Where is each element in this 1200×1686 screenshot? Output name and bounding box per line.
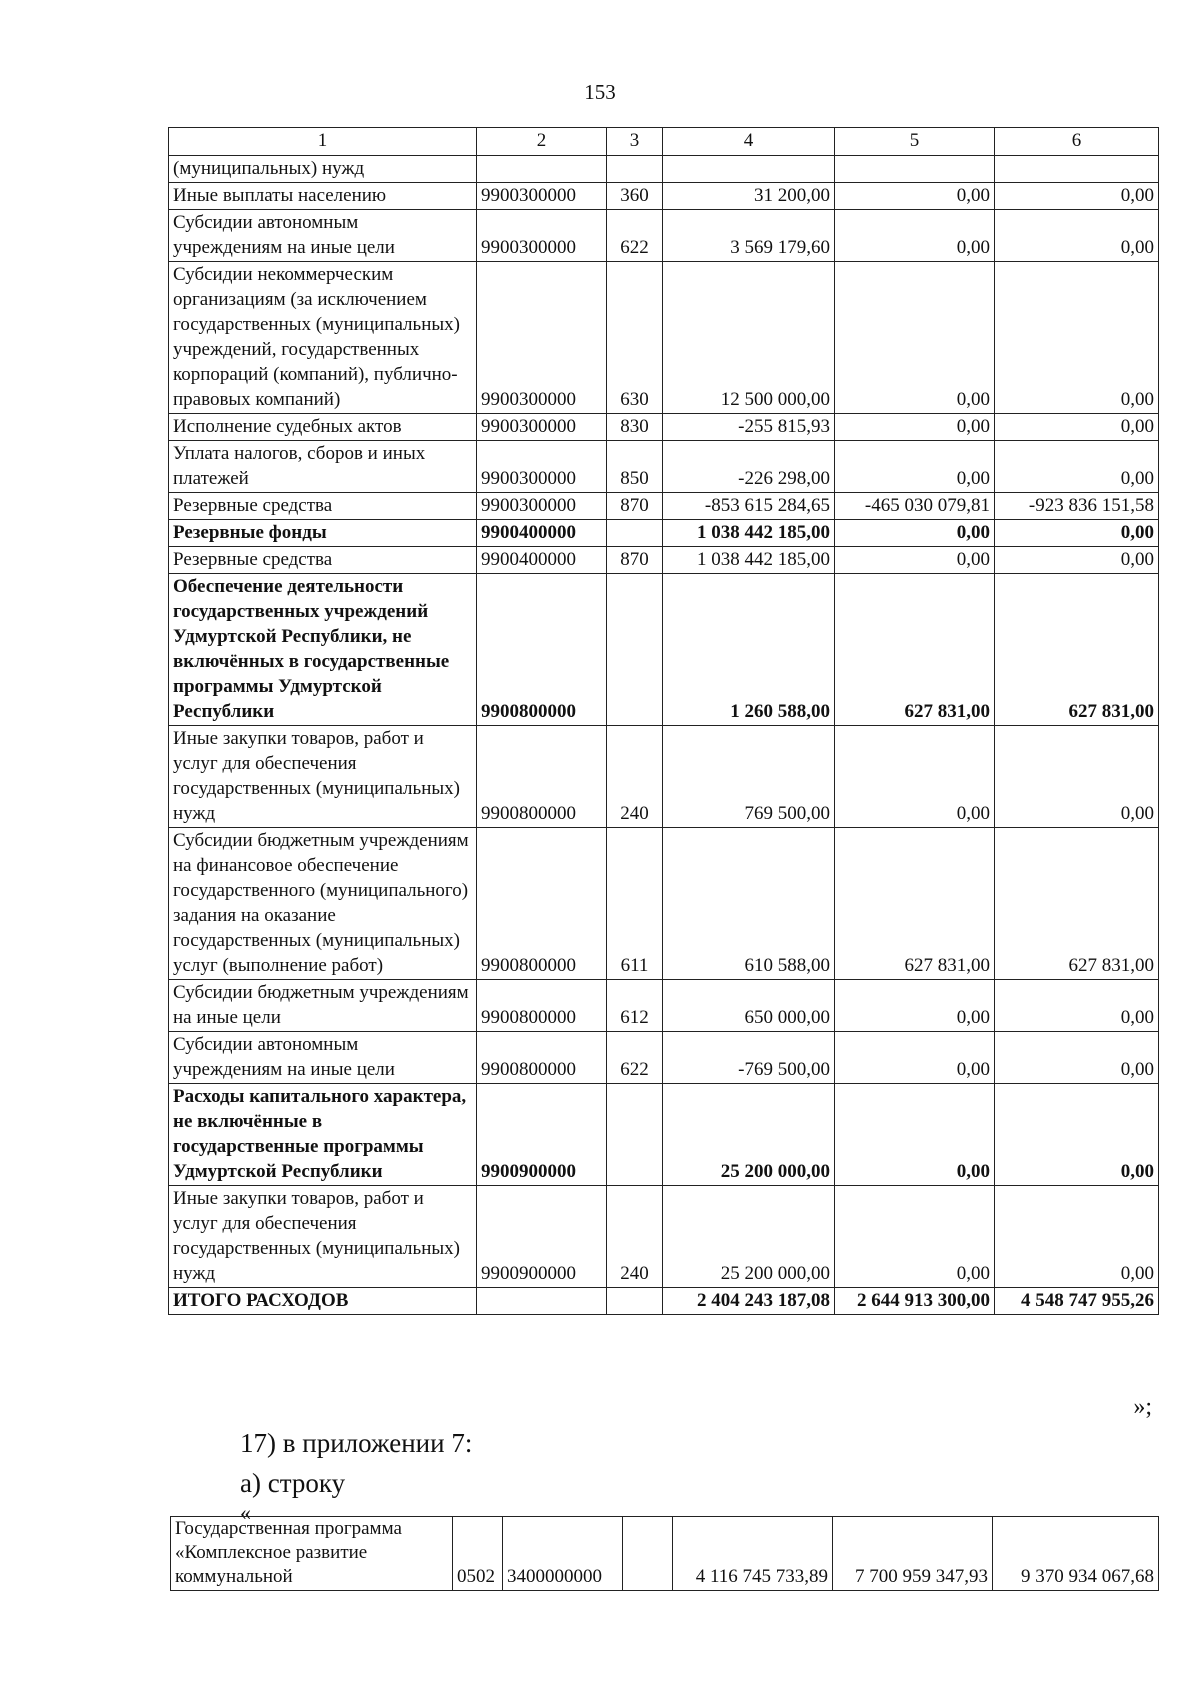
expense-type bbox=[607, 574, 663, 726]
amount-col4: 25 200 000,00 bbox=[663, 1084, 835, 1186]
amount-col4: 610 588,00 bbox=[663, 828, 835, 980]
row-name: Резервные средства bbox=[169, 493, 477, 520]
table-row bbox=[169, 1186, 1159, 1288]
amount-col4 bbox=[663, 156, 835, 183]
table-row bbox=[169, 520, 1159, 547]
row-name: Субсидии автономным учреждениям на иные цели bbox=[169, 1032, 477, 1084]
table-row bbox=[169, 574, 1159, 726]
target-code bbox=[477, 1288, 607, 1315]
row-name: Резервные фонды bbox=[169, 520, 477, 547]
target-code: 9900900000 bbox=[477, 1186, 607, 1288]
amount-col4: -226 298,00 bbox=[663, 441, 835, 493]
table-row bbox=[169, 493, 1159, 520]
paragraph-line-item: а) строку bbox=[240, 1468, 346, 1498]
opening-quote: « bbox=[240, 1500, 251, 1525]
column-header: 2 bbox=[477, 128, 607, 156]
amount-col6 bbox=[995, 156, 1159, 183]
row-name: Субсидии автономным учреждениям на иные цели bbox=[169, 210, 477, 262]
amount-col5: 0,00 bbox=[835, 520, 995, 547]
column-header: 4 bbox=[663, 128, 835, 156]
target-code: 9900800000 bbox=[477, 1032, 607, 1084]
target-code: 9900900000 bbox=[477, 1084, 607, 1186]
section-code: 0502 bbox=[453, 1517, 503, 1591]
expense-type: 622 bbox=[607, 1032, 663, 1084]
table-row bbox=[169, 156, 1159, 183]
expense-type bbox=[607, 520, 663, 547]
amount-col6: 9 370 934 067,68 bbox=[993, 1517, 1159, 1591]
expense-type: 850 bbox=[607, 441, 663, 493]
row-name: Иные выплаты населению bbox=[169, 183, 477, 210]
amount-col4: -853 615 284,65 bbox=[663, 493, 835, 520]
amount-col5: 0,00 bbox=[835, 980, 995, 1032]
expense-type bbox=[607, 1288, 663, 1315]
amount-col4: -255 815,93 bbox=[663, 414, 835, 441]
table-row bbox=[169, 414, 1159, 441]
amount-col6: 0,00 bbox=[995, 1032, 1159, 1084]
table-row bbox=[169, 210, 1159, 262]
expense-type: 360 bbox=[607, 183, 663, 210]
header-row bbox=[169, 128, 1159, 156]
amount-col6: 627 831,00 bbox=[995, 828, 1159, 980]
target-code: 9900300000 bbox=[477, 183, 607, 210]
expense-type: 830 bbox=[607, 414, 663, 441]
amount-col6: 0,00 bbox=[995, 726, 1159, 828]
target-code: 9900800000 bbox=[477, 980, 607, 1032]
expense-type: 870 bbox=[607, 547, 663, 574]
row-name: ИТОГО РАСХОДОВ bbox=[169, 1288, 477, 1315]
program-name: Государственная программа «Комплексное развитие коммунальной bbox=[171, 1517, 453, 1591]
target-code: 3400000000 bbox=[503, 1517, 623, 1591]
table-row bbox=[169, 547, 1159, 574]
row-name: Исполнение судебных актов bbox=[169, 414, 477, 441]
amount-col5: 0,00 bbox=[835, 726, 995, 828]
amount-col4: 31 200,00 bbox=[663, 183, 835, 210]
row-name: Расходы капитального характера, не включённые в государственные программы Удмуртской Республики bbox=[169, 1084, 477, 1186]
row-name: Резервные средства bbox=[169, 547, 477, 574]
table-row bbox=[169, 1032, 1159, 1084]
expenses-table bbox=[168, 127, 1159, 1315]
target-code: 9900300000 bbox=[477, 441, 607, 493]
amount-col4: 1 038 442 185,00 bbox=[663, 547, 835, 574]
target-code: 9900400000 bbox=[477, 520, 607, 547]
amount-col5: 0,00 bbox=[835, 183, 995, 210]
target-code: 9900800000 bbox=[477, 574, 607, 726]
expense-type bbox=[607, 1084, 663, 1186]
amount-col6: 0,00 bbox=[995, 414, 1159, 441]
amount-col4: 25 200 000,00 bbox=[663, 1186, 835, 1288]
table-row bbox=[169, 980, 1159, 1032]
row-name: Уплата налогов, сборов и иных платежей bbox=[169, 441, 477, 493]
amount-col5: 7 700 959 347,93 bbox=[833, 1517, 993, 1591]
table-row bbox=[169, 441, 1159, 493]
table-row bbox=[169, 183, 1159, 210]
amount-col6: 0,00 bbox=[995, 262, 1159, 414]
target-code: 9900300000 bbox=[477, 210, 607, 262]
expense-type: 630 bbox=[607, 262, 663, 414]
amount-col4: 1 260 588,00 bbox=[663, 574, 835, 726]
column-header: 6 bbox=[995, 128, 1159, 156]
expense-type: 240 bbox=[607, 1186, 663, 1288]
amount-col6: -923 836 151,58 bbox=[995, 493, 1159, 520]
target-code: 9900300000 bbox=[477, 493, 607, 520]
amount-col6: 627 831,00 bbox=[995, 574, 1159, 726]
amount-col5: -465 030 079,81 bbox=[835, 493, 995, 520]
row-name: Субсидии некоммерческим организациям (за исключением государственных (муниципальных) учреждений, государственных корпораций (компаний), публично-правовых компаний) bbox=[169, 262, 477, 414]
amount-col6: 0,00 bbox=[995, 1186, 1159, 1288]
amount-col6: 0,00 bbox=[995, 547, 1159, 574]
target-code: 9900300000 bbox=[477, 414, 607, 441]
row-name: Субсидии бюджетным учреждениям на иные цели bbox=[169, 980, 477, 1032]
amount-col5: 0,00 bbox=[835, 210, 995, 262]
amount-col6: 0,00 bbox=[995, 210, 1159, 262]
table-row bbox=[169, 1288, 1159, 1315]
amount-col6: 0,00 bbox=[995, 520, 1159, 547]
amount-col6: 4 548 747 955,26 bbox=[995, 1288, 1159, 1315]
target-code: 9900400000 bbox=[477, 547, 607, 574]
table-row bbox=[169, 828, 1159, 980]
amount-col5: 0,00 bbox=[835, 1084, 995, 1186]
target-code bbox=[477, 156, 607, 183]
amount-col4: 3 569 179,60 bbox=[663, 210, 835, 262]
expense-type: 612 bbox=[607, 980, 663, 1032]
row-name: (муниципальных) нужд bbox=[169, 156, 477, 183]
amount-col4: 12 500 000,00 bbox=[663, 262, 835, 414]
amount-col4: -769 500,00 bbox=[663, 1032, 835, 1084]
row-name: Иные закупки товаров, работ и услуг для обеспечения государственных (муниципальных) нужд bbox=[169, 726, 477, 828]
expense-type: 240 bbox=[607, 726, 663, 828]
amount-col6: 0,00 bbox=[995, 441, 1159, 493]
target-code: 9900800000 bbox=[477, 726, 607, 828]
expense-type bbox=[623, 1517, 673, 1591]
amount-col4: 4 116 745 733,89 bbox=[673, 1517, 833, 1591]
paragraph-appendix-7: 17) в приложении 7: bbox=[240, 1428, 473, 1458]
amount-col5: 627 831,00 bbox=[835, 574, 995, 726]
amount-col6: 0,00 bbox=[995, 183, 1159, 210]
amount-col6: 0,00 bbox=[995, 1084, 1159, 1186]
row-name: Иные закупки товаров, работ и услуг для обеспечения государственных (муниципальных) нужд bbox=[169, 1186, 477, 1288]
row-name: Субсидии бюджетным учреждениям на финансовое обеспечение государственного (муниципального) задания на оказание государственных (муниципальных) услуг (выполнение работ) bbox=[169, 828, 477, 980]
amount-col5: 0,00 bbox=[835, 441, 995, 493]
amount-col5: 2 644 913 300,00 bbox=[835, 1288, 995, 1315]
closing-quote: »; bbox=[1133, 1394, 1152, 1420]
amount-col5 bbox=[835, 156, 995, 183]
amount-col5: 0,00 bbox=[835, 1186, 995, 1288]
table-row bbox=[169, 262, 1159, 414]
table-row bbox=[169, 726, 1159, 828]
column-header: 1 bbox=[169, 128, 477, 156]
target-code: 9900800000 bbox=[477, 828, 607, 980]
appendix-7-table bbox=[170, 1516, 1159, 1591]
amount-col5: 0,00 bbox=[835, 1032, 995, 1084]
page-number: 153 bbox=[584, 80, 616, 104]
expense-type: 622 bbox=[607, 210, 663, 262]
amount-col5: 0,00 bbox=[835, 414, 995, 441]
column-header: 3 bbox=[607, 128, 663, 156]
amount-col4: 1 038 442 185,00 bbox=[663, 520, 835, 547]
expense-type: 611 bbox=[607, 828, 663, 980]
target-code: 9900300000 bbox=[477, 262, 607, 414]
amount-col5: 0,00 bbox=[835, 262, 995, 414]
amount-col4: 2 404 243 187,08 bbox=[663, 1288, 835, 1315]
amount-col5: 0,00 bbox=[835, 547, 995, 574]
table-row bbox=[169, 1084, 1159, 1186]
expense-type bbox=[607, 156, 663, 183]
column-header: 5 bbox=[835, 128, 995, 156]
row-name: Обеспечение деятельности государственных учреждений Удмуртской Республики, не включённых в государственные программы Удмуртской Республики bbox=[169, 574, 477, 726]
amount-col4: 769 500,00 bbox=[663, 726, 835, 828]
expense-type: 870 bbox=[607, 493, 663, 520]
amount-col5: 627 831,00 bbox=[835, 828, 995, 980]
amount-col4: 650 000,00 bbox=[663, 980, 835, 1032]
amount-col6: 0,00 bbox=[995, 980, 1159, 1032]
table-row bbox=[171, 1517, 1159, 1591]
